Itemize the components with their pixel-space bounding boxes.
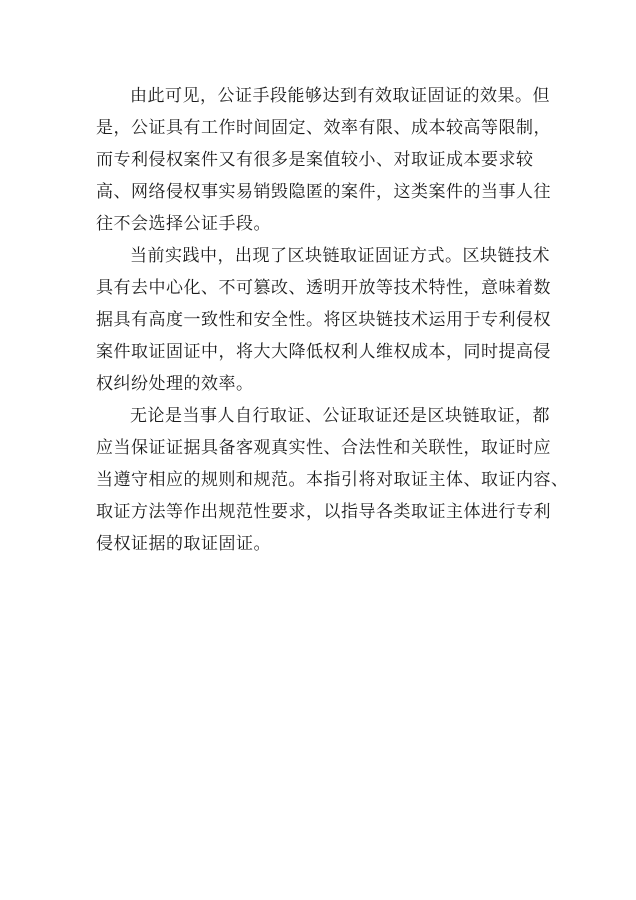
paragraph-notarization	[96, 80, 551, 240]
text-line: 往不会选择公证手段。	[96, 214, 271, 234]
text-line: 是，公证具有工作时间固定、效率有限、成本较高等限制，	[96, 118, 551, 138]
text-line: 当遵守相应的规则和规范。本指引将对取证主体、取证内容、	[96, 470, 569, 490]
text-line: 侵权证据的取证固证。	[96, 534, 271, 554]
text-line: 权纠纷处理的效率。	[96, 374, 254, 394]
text-line: 由此可见，公证手段能够达到有效取证固证的效果。但	[130, 86, 550, 106]
text-line: 据具有高度一致性和安全性。将区块链技术运用于专利侵权	[96, 310, 551, 330]
text-line: 具有去中心化、不可篡改、透明开放等技术特性，意味着数	[96, 278, 551, 298]
text-line: 高、网络侵权事实易销毁隐匿的案件，这类案件的当事人往	[96, 182, 551, 202]
text-line: 当前实践中，出现了区块链取证固证方式。区块链技术	[130, 246, 550, 266]
text-line: 取证方法等作出规范性要求，以指导各类取证主体进行专利	[96, 502, 551, 522]
text-line: 而专利侵权案件又有很多是案值较小、对取证成本要求较	[96, 150, 534, 170]
paragraph-evidence-requirements	[96, 400, 569, 560]
paragraph-blockchain	[96, 240, 551, 400]
text-line: 案件取证固证中，将大大降低权利人维权成本，同时提高侵	[96, 342, 551, 362]
text-line: 应当保证证据具备客观真实性、合法性和关联性，取证时应	[96, 438, 551, 458]
text-line: 无论是当事人自行取证、公证取证还是区块链取证，都	[130, 406, 550, 426]
document-body	[96, 80, 569, 560]
